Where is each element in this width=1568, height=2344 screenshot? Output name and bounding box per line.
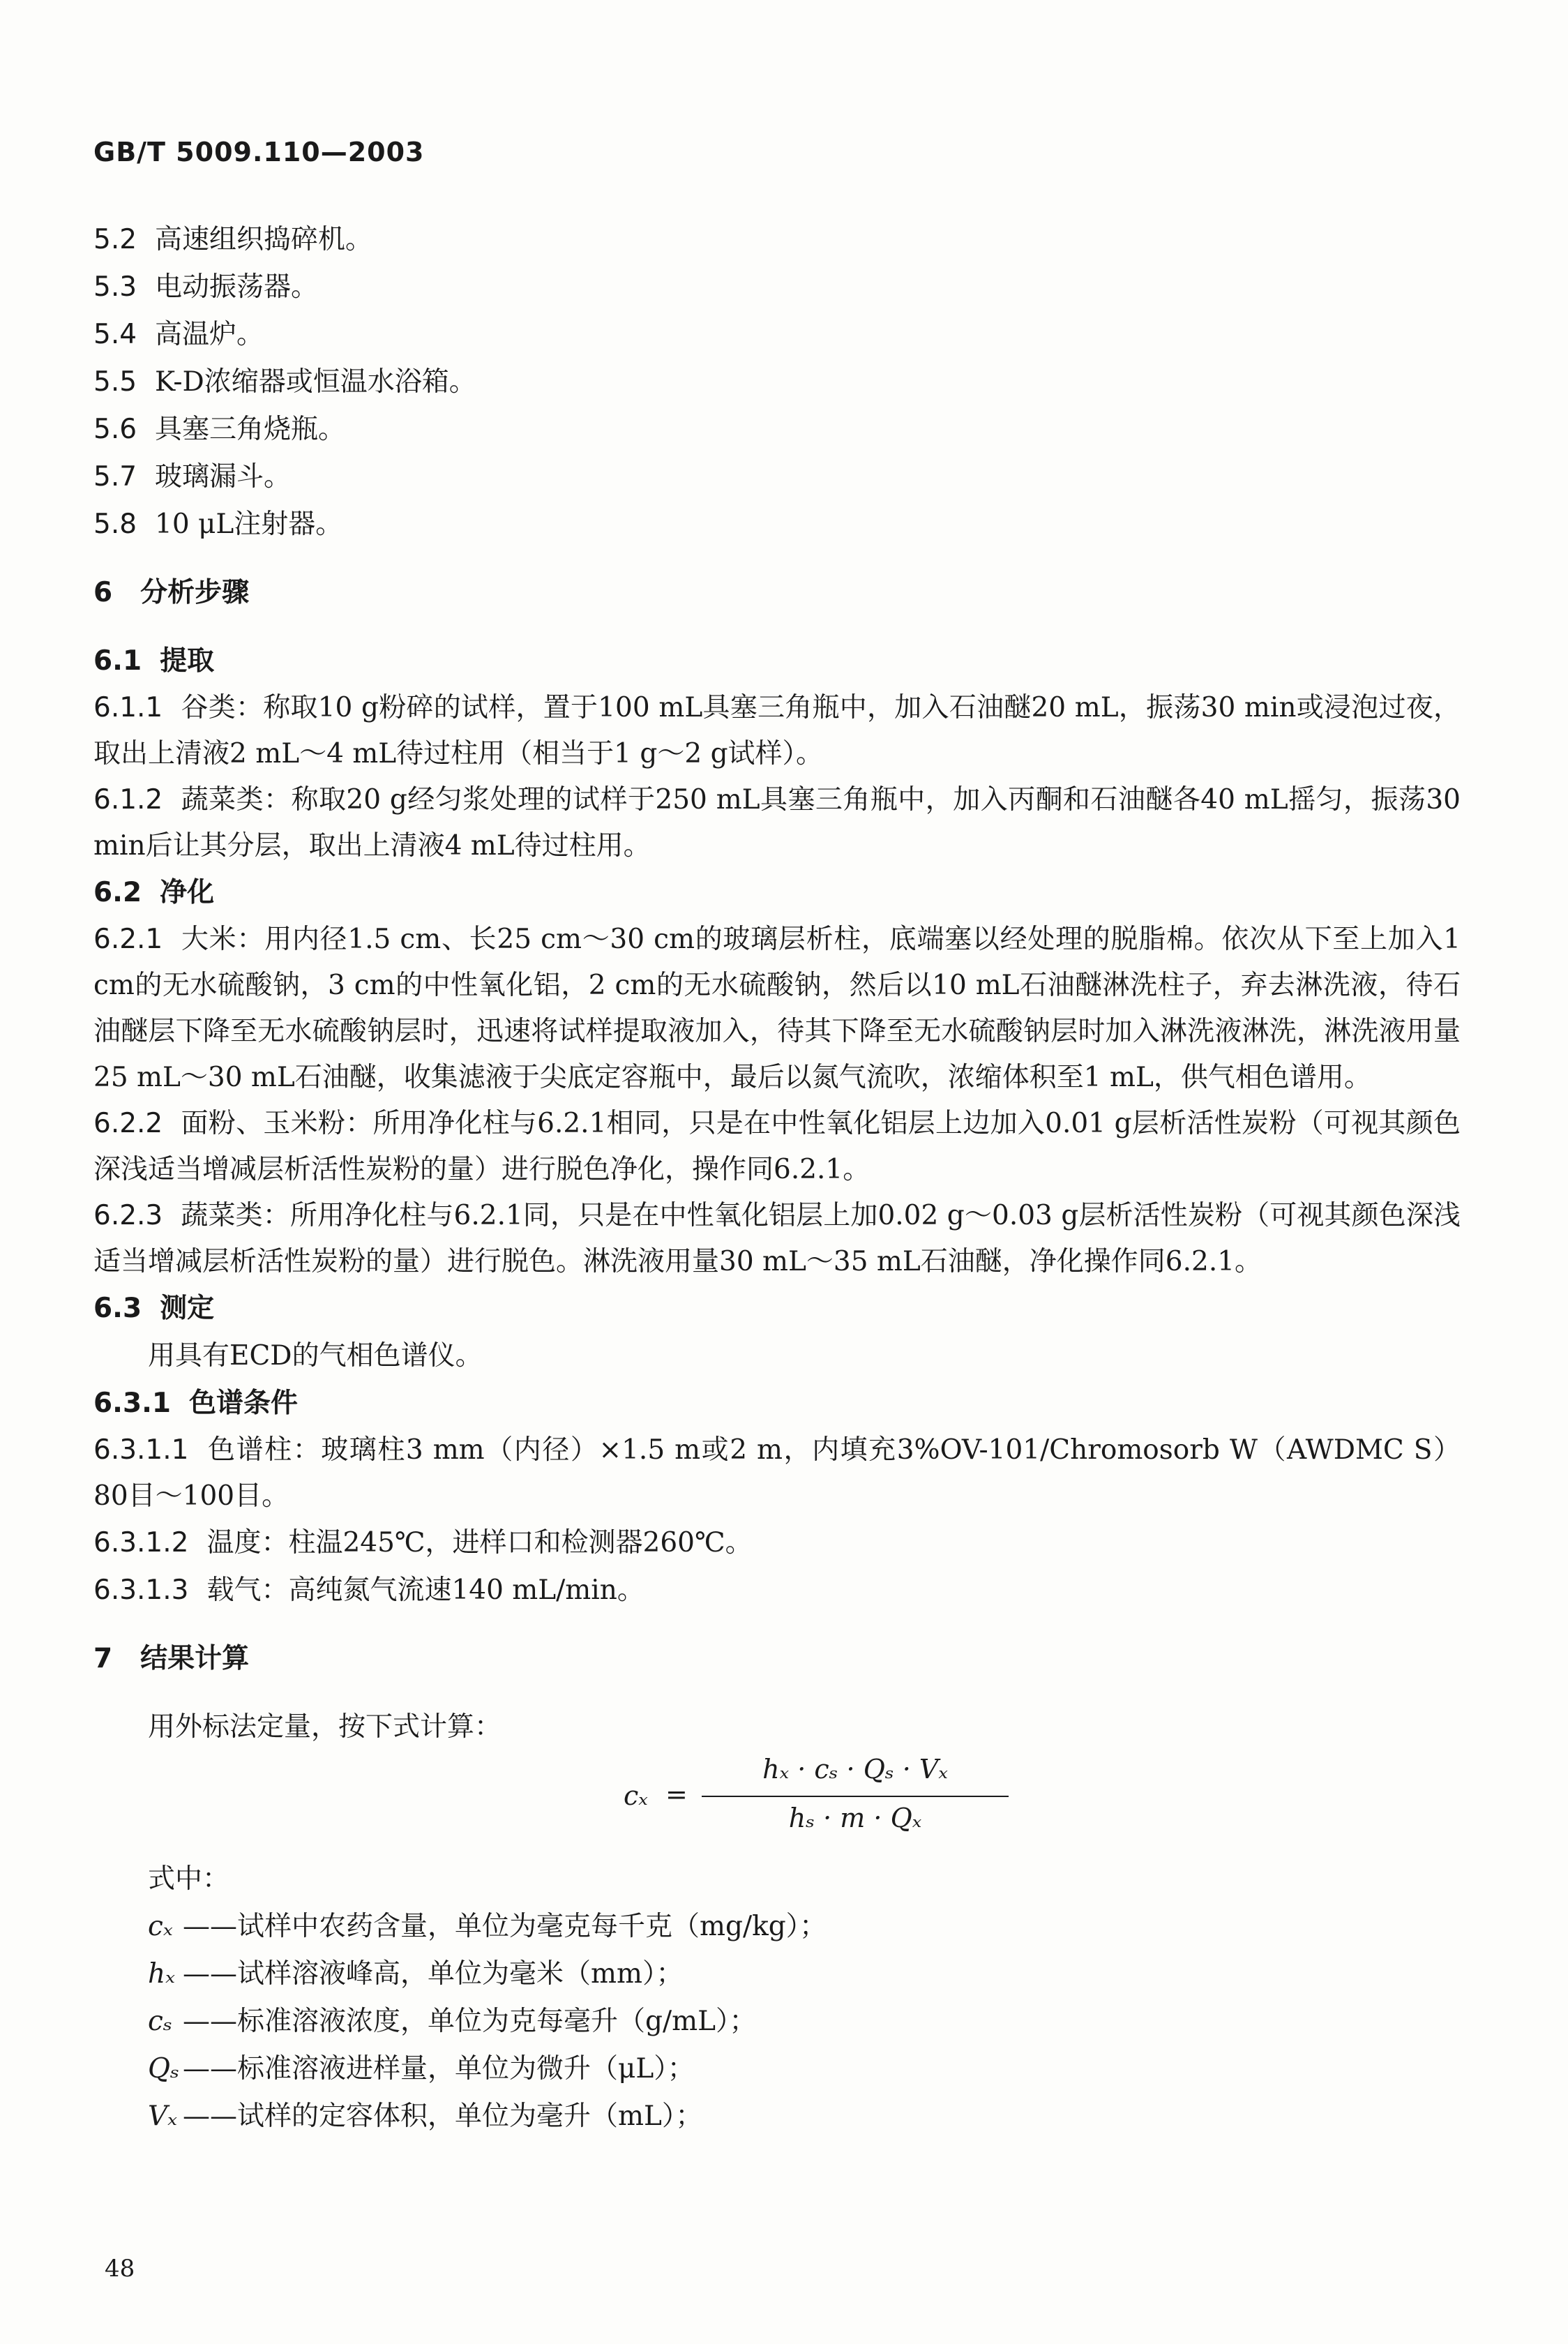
section-6-2-1: 6.2.1 大米：用内径1.5 cm、长25 cm～30 cm的玻璃层析柱，底端塞以经处理的脱脂棉。依次从下至上加入1 cm的无水硫酸钠，3 cm的中性氧化铝，2 cm的无水硫酸钠，然后以10 mL石油醚淋洗柱子，弃去淋洗液，待石油醚层下降至无水硫酸钠层时，迅速将试样提取液加入，待其下降至无水硫酸钠层时加入淋洗液淋洗，淋洗液用量25 mL～30 mL石油醚，收集滤液于尖底定容瓶中，最后以氮气流吹，浓缩体积至1 mL，供气相色谱用。 xyxy=(93,924,1461,1093)
item-5-8: 5.8 10 μL注射器。 xyxy=(93,509,343,540)
variable-definition: Qₛ ——标准溶液进样量，单位为微升（μL）； xyxy=(148,2053,695,2084)
calculation-formula xyxy=(93,1751,1461,1856)
where-label: 式中： xyxy=(148,1863,230,1895)
item-5-6: 5.6 具塞三角烧瓶。 xyxy=(93,414,346,445)
page-number: 48 xyxy=(105,2255,135,2283)
document-body xyxy=(93,216,1461,2140)
item-5-3: 5.3 电动振荡器。 xyxy=(93,271,319,303)
section-6-3-1-1: 6.3.1.1 色谱柱：玻璃柱3 mm（内径）×1.5 m或2 m，内填充3%OV-101/Chromosorb W（AWDMC S）80目～100目。 xyxy=(93,1434,1461,1512)
variable-definition: Vₓ ——试样的定容体积，单位为毫升（mL）； xyxy=(148,2101,703,2132)
item-5-2: 5.2 高速组织捣碎机。 xyxy=(93,224,373,255)
section-6-1-heading: 6.1 提取 xyxy=(93,645,215,677)
section-6-2-2: 6.2.2 面粉、玉米粉：所用净化柱与6.2.1相同，只是在中性氧化铝层上边加入0.01 g层析活性炭粉（可视其颜色深浅适当增减层析活性炭粉的量）进行脱色净化，操作同6.2.1。 xyxy=(93,1108,1461,1185)
standard-code: GB/T 5009.110—2003 xyxy=(93,137,425,167)
section-6-1-2: 6.1.2 蔬菜类：称取20 g经匀浆处理的试样于250 mL具塞三角瓶中，加入丙酮和石油醚各40 mL摇匀，振荡30 min后让其分层，取出上清液4 mL待过柱用。 xyxy=(93,784,1461,862)
section-6-3-1-heading: 6.3.1 色谱条件 xyxy=(93,1388,299,1419)
section-6-3-text: 用具有ECD的气相色谱仪。 xyxy=(148,1340,483,1372)
section-7-intro: 用外标法定量，按下式计算： xyxy=(148,1711,502,1743)
variable-definition: hₓ ——试样溶液峰高，单位为毫米（mm）； xyxy=(148,1958,684,1990)
section-6-1-1: 6.1.1 谷类：称取10 g粉碎的试样，置于100 mL具塞三角瓶中，加入石油醚20 mL，振荡30 min或浸泡过夜，取出上清液2 mL～4 mL待过柱用（相当于1 g～2 g试样）。 xyxy=(93,692,1461,769)
section-6-2-3: 6.2.3 蔬菜类：所用净化柱与6.2.1同，只是在中性氧化铝层上加0.02 g～0.03 g层析活性炭粉（可视其颜色深浅适当增减层析活性炭粉的量）进行脱色。淋洗液用量30 mL～35 mL石油醚，净化操作同6.2.1。 xyxy=(93,1200,1461,1277)
formula-numerator: hₓ · cₛ · Qₛ · Vₓ xyxy=(762,1754,948,1785)
variable-definition: cₓ ——试样中农药含量，单位为毫克每千克（mg/kg）； xyxy=(148,1911,827,1942)
item-5-5: 5.5 K-D浓缩器或恒温水浴箱。 xyxy=(93,366,476,398)
formula-denominator: hₛ · m · Qₓ xyxy=(788,1803,922,1833)
formula-equals: = xyxy=(665,1779,688,1810)
item-5-7: 5.7 玻璃漏斗。 xyxy=(93,461,292,493)
section-6-heading: 6 分析步骤 xyxy=(93,577,250,608)
section-6-2-heading: 6.2 净化 xyxy=(93,877,215,908)
section-6-3-heading: 6.3 测定 xyxy=(93,1293,215,1324)
section-6-3-1-2: 6.3.1.2 温度：柱温245℃，进样口和检测器260℃。 xyxy=(93,1527,753,1558)
variable-definition: cₛ ——标准溶液浓度，单位为克每毫升（g/mL）； xyxy=(148,2006,757,2037)
formula-lhs: cₓ xyxy=(624,1780,648,1811)
section-7-heading: 7 结果计算 xyxy=(93,1643,250,1674)
section-6-3-1-3: 6.3.1.3 载气：高纯氮气流速140 mL/min。 xyxy=(93,1575,644,1606)
item-5-4: 5.4 高温炉。 xyxy=(93,319,264,350)
fraction-bar xyxy=(702,1796,1009,1797)
